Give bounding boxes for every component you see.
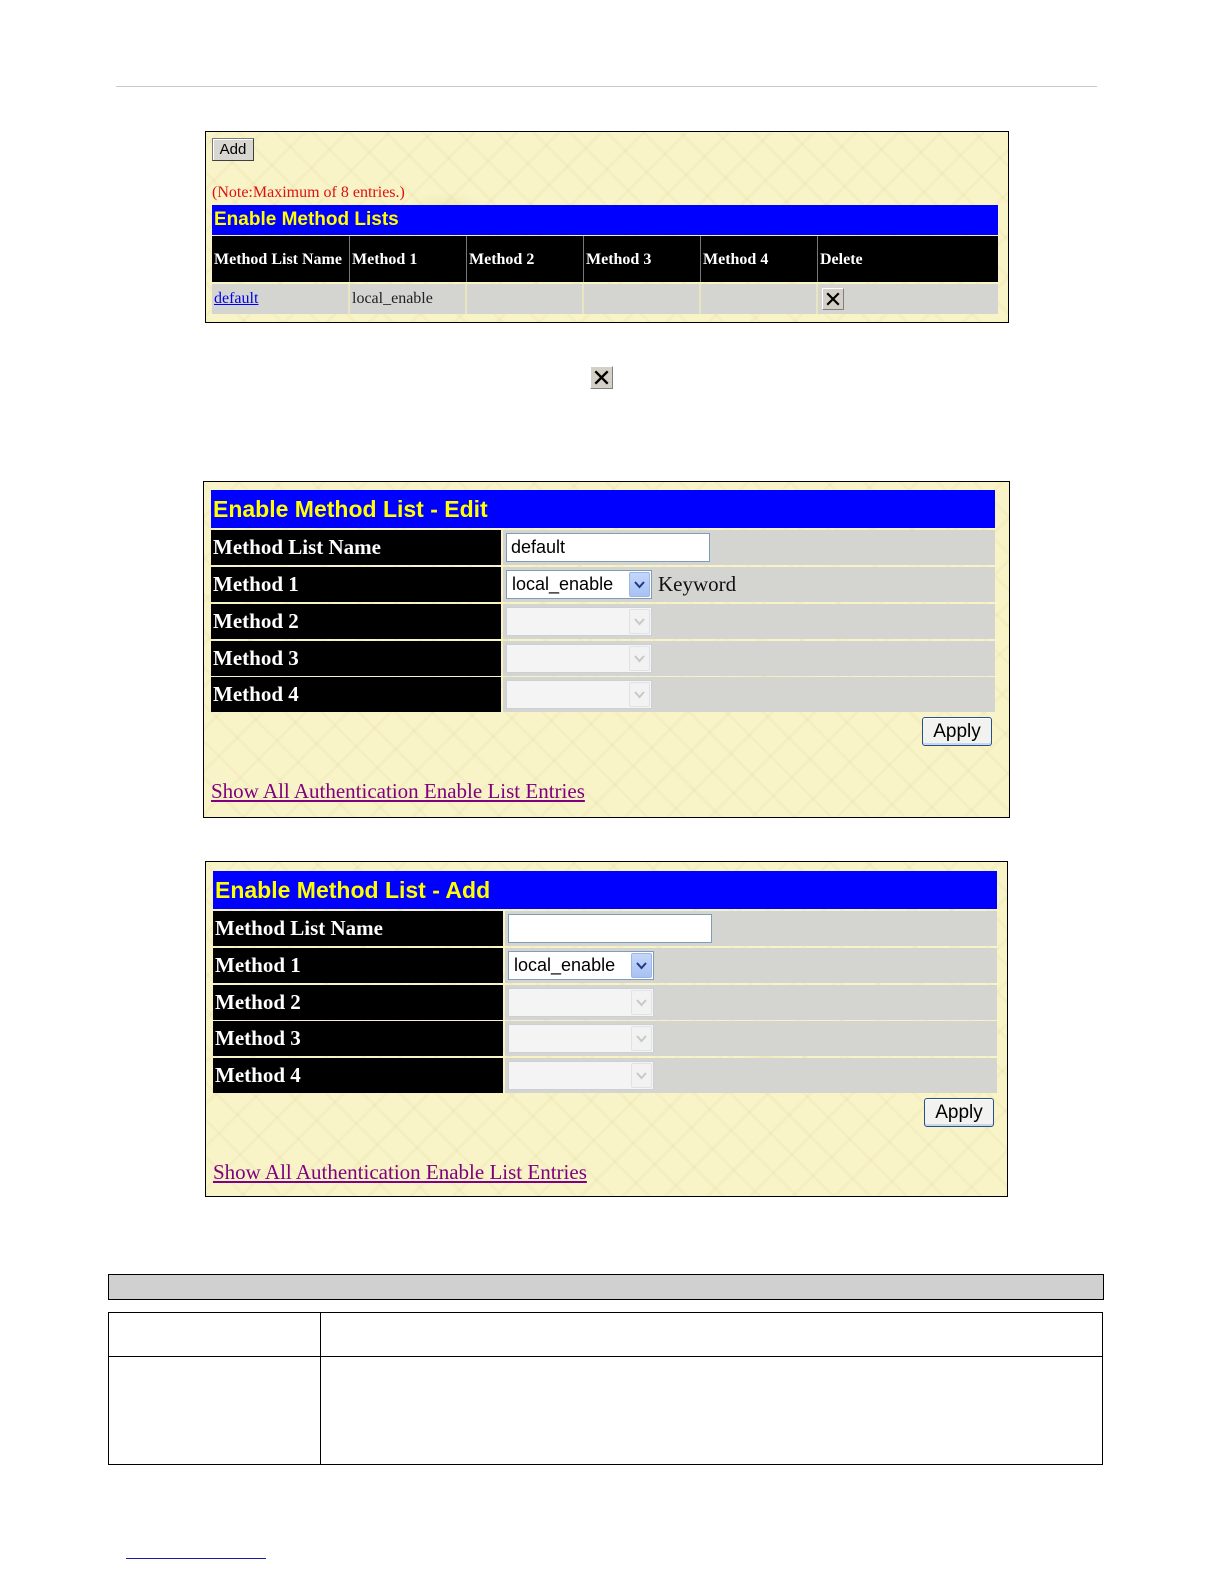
edit-method4-label: Method 4 xyxy=(211,677,501,712)
col-method-list-name: Method List Name xyxy=(212,236,350,282)
col-method-2: Method 2 xyxy=(467,236,584,282)
chevron-down-icon xyxy=(631,1026,652,1051)
edit-method1-selected: local_enable xyxy=(512,574,614,594)
add-method-list-name-input[interactable] xyxy=(508,914,712,943)
doc-cell xyxy=(109,1313,321,1357)
edit-panel-title: Enable Method List - Edit xyxy=(211,490,995,528)
edit-method2-label: Method 2 xyxy=(211,604,501,639)
row-method3-cell xyxy=(584,284,701,314)
method-list-link-default[interactable]: default xyxy=(214,290,259,307)
edit-name-value-cell xyxy=(503,530,995,565)
add-name-label: Method List Name xyxy=(213,911,503,946)
chevron-down-icon xyxy=(629,682,650,707)
add-method4-value-cell xyxy=(505,1058,997,1093)
add-apply-button[interactable]: Apply xyxy=(924,1098,994,1127)
doc-table-header xyxy=(108,1274,1104,1300)
doc-cell xyxy=(321,1357,1103,1465)
add-show-all-link[interactable]: Show All Authentication Enable List Entries xyxy=(213,1160,587,1184)
col-method-3: Method 3 xyxy=(584,236,701,282)
edit-method1-select[interactable] xyxy=(506,570,652,599)
chevron-down-icon xyxy=(631,1063,652,1088)
add-method3-value-cell xyxy=(505,1021,997,1056)
method-lists-title: Enable Method Lists xyxy=(212,205,998,235)
add-method4-select[interactable] xyxy=(508,1061,654,1090)
edit-method3-row xyxy=(211,641,995,676)
chevron-down-icon xyxy=(631,990,652,1015)
add-method3-select[interactable] xyxy=(508,1024,654,1053)
add-name-row xyxy=(213,911,997,946)
add-method4-row xyxy=(213,1058,997,1093)
top-divider xyxy=(116,86,1097,87)
footer-divider xyxy=(126,1558,266,1559)
edit-method2-value-cell xyxy=(503,604,995,639)
chevron-down-icon xyxy=(629,646,650,671)
edit-show-all-link[interactable]: Show All Authentication Enable List Entries xyxy=(211,779,585,803)
chevron-down-icon[interactable] xyxy=(631,953,652,978)
delete-row-button[interactable] xyxy=(822,288,844,310)
edit-method1-row xyxy=(211,567,995,602)
add-method1-select[interactable] xyxy=(508,951,654,980)
method-lists-header xyxy=(212,236,998,282)
edit-apply-button[interactable]: Apply xyxy=(922,717,992,746)
col-method-4: Method 4 xyxy=(701,236,818,282)
delete-icon-reference xyxy=(590,366,613,389)
close-x-icon xyxy=(826,292,840,306)
table-row xyxy=(109,1357,1103,1465)
max-entries-note: (Note:Maximum of 8 entries.) xyxy=(212,184,405,201)
edit-method1-value-cell xyxy=(503,567,995,602)
add-method2-label: Method 2 xyxy=(213,985,503,1020)
chevron-down-icon[interactable] xyxy=(629,572,650,597)
add-method2-select[interactable] xyxy=(508,988,654,1017)
add-method2-row xyxy=(213,985,997,1020)
add-method4-label: Method 4 xyxy=(213,1058,503,1093)
doc-cell xyxy=(109,1357,321,1465)
col-delete: Delete xyxy=(820,250,863,268)
edit-method3-label: Method 3 xyxy=(211,641,501,676)
row-name-cell xyxy=(212,284,350,314)
add-method1-selected: local_enable xyxy=(514,955,616,975)
edit-method4-value-cell xyxy=(503,677,995,712)
edit-method3-select[interactable] xyxy=(506,644,652,673)
add-method3-row xyxy=(213,1021,997,1056)
add-method1-row xyxy=(213,948,997,983)
add-method3-label: Method 3 xyxy=(213,1021,503,1056)
edit-method2-row xyxy=(211,604,995,639)
edit-method1-keyword: Keyword xyxy=(658,572,737,596)
table-row xyxy=(212,284,998,314)
add-button[interactable]: Add xyxy=(212,138,254,161)
row-method1-cell: local_enable xyxy=(350,284,467,314)
close-x-icon xyxy=(594,370,609,385)
row-method2-cell xyxy=(467,284,584,314)
edit-name-label: Method List Name xyxy=(211,530,501,565)
table-row xyxy=(109,1313,1103,1357)
edit-method4-row xyxy=(211,677,995,712)
add-panel-title: Enable Method List - Add xyxy=(213,871,997,909)
edit-method2-select[interactable] xyxy=(506,607,652,636)
add-method2-value-cell xyxy=(505,985,997,1020)
doc-cell xyxy=(321,1313,1103,1357)
row-delete-cell xyxy=(818,284,998,314)
add-method1-label: Method 1 xyxy=(213,948,503,983)
chevron-down-icon xyxy=(629,609,650,634)
edit-method4-select[interactable] xyxy=(506,680,652,709)
edit-name-row xyxy=(211,530,995,565)
edit-method3-value-cell xyxy=(503,641,995,676)
row-method4-cell xyxy=(701,284,818,314)
add-method1-value-cell xyxy=(505,948,997,983)
edit-method1-label: Method 1 xyxy=(211,567,501,602)
edit-method-list-name-input[interactable]: default xyxy=(506,533,710,562)
add-name-value-cell xyxy=(505,911,997,946)
col-method-1: Method 1 xyxy=(350,236,467,282)
doc-parameter-table xyxy=(108,1312,1103,1465)
